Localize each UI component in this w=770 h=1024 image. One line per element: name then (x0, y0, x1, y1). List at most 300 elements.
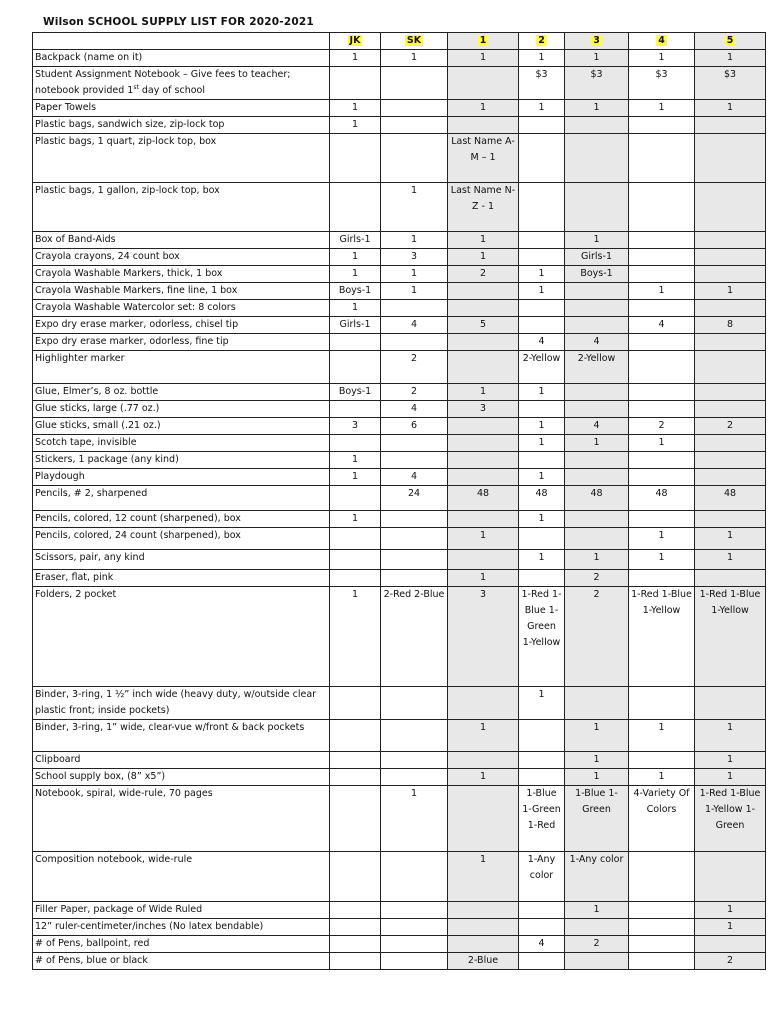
cell-4 (629, 852, 695, 902)
header-grade-4 (629, 33, 695, 50)
cell-4 (629, 936, 695, 953)
cell-3 (565, 469, 629, 486)
cell-4: 1 (629, 100, 695, 117)
cell-1: 1 (448, 249, 519, 266)
cell-5 (695, 452, 766, 469)
cell-1: 3 (448, 401, 519, 418)
item-name: Plastic bags, 1 quart, zip-lock top, box (33, 134, 330, 183)
cell-5: 1 (695, 100, 766, 117)
cell-1 (448, 334, 519, 351)
cell-4: 1 (629, 550, 695, 570)
header-grade-3 (565, 33, 629, 50)
cell-sk (381, 452, 448, 469)
cell-2: 1-Red 1-Blue 1-Green 1-Yellow (519, 587, 565, 687)
cell-3: 1 (565, 902, 629, 919)
cell-2: 1 (519, 469, 565, 486)
cell-5: $3 (695, 67, 766, 100)
cell-3: 2 (565, 587, 629, 687)
table-row (33, 351, 766, 384)
item-name: Paper Towels (33, 100, 330, 117)
cell-jk: 1 (330, 452, 381, 469)
cell-1 (448, 902, 519, 919)
cell-3 (565, 452, 629, 469)
cell-1: 1 (448, 100, 519, 117)
cell-3 (565, 687, 629, 720)
cell-sk (381, 100, 448, 117)
cell-5: 1 (695, 528, 766, 550)
cell-1 (448, 67, 519, 100)
cell-3: Boys-1 (565, 266, 629, 283)
item-name: Backpack (name on it) (33, 50, 330, 67)
cell-5: 1 (695, 720, 766, 752)
cell-2 (519, 720, 565, 752)
cell-jk (330, 936, 381, 953)
cell-1 (448, 687, 519, 720)
cell-3 (565, 919, 629, 936)
cell-3 (565, 134, 629, 183)
cell-sk (381, 334, 448, 351)
cell-5: 1 (695, 550, 766, 570)
cell-jk: 1 (330, 469, 381, 486)
cell-4: 48 (629, 486, 695, 511)
cell-1 (448, 511, 519, 528)
cell-4 (629, 687, 695, 720)
cell-3: 2 (565, 570, 629, 587)
cell-jk: 1 (330, 117, 381, 134)
cell-2 (519, 902, 565, 919)
cell-4: 1 (629, 720, 695, 752)
cell-sk: 1 (381, 50, 448, 67)
grade-label: 4 (658, 35, 665, 46)
cell-5: 1-Red 1-Blue 1-Yellow 1-Green (695, 786, 766, 852)
cell-5 (695, 134, 766, 183)
cell-jk (330, 852, 381, 902)
item-name: Filler Paper, package of Wide Ruled (33, 902, 330, 919)
cell-5: 1-Red 1-Blue 1-Yellow (695, 587, 766, 687)
cell-3 (565, 317, 629, 334)
cell-2: 1 (519, 418, 565, 435)
cell-5 (695, 401, 766, 418)
item-name: Binder, 3-ring, 1 ½” inch wide (heavy duty, w/outside clear plastic front; inside pockets) (33, 687, 330, 720)
cell-jk (330, 902, 381, 919)
cell-5: 1 (695, 752, 766, 769)
cell-2: 4 (519, 936, 565, 953)
cell-sk (381, 528, 448, 550)
cell-5: 1 (695, 50, 766, 67)
cell-2 (519, 769, 565, 786)
cell-3 (565, 117, 629, 134)
cell-3: 1 (565, 435, 629, 452)
item-name: 12” ruler-centimeter/inches (No latex bendable) (33, 919, 330, 936)
cell-jk (330, 570, 381, 587)
cell-1 (448, 117, 519, 134)
cell-sk (381, 953, 448, 970)
cell-1: 1 (448, 570, 519, 587)
cell-4: 2 (629, 418, 695, 435)
cell-4 (629, 183, 695, 232)
cell-3: 2-Yellow (565, 351, 629, 384)
table-body (33, 50, 766, 970)
cell-2: 1 (519, 283, 565, 300)
cell-1 (448, 469, 519, 486)
grade-label: SK (406, 35, 422, 46)
cell-3 (565, 300, 629, 317)
table-row (33, 317, 766, 334)
cell-jk (330, 919, 381, 936)
cell-2 (519, 528, 565, 550)
cell-3 (565, 511, 629, 528)
table-row (33, 587, 766, 687)
cell-5 (695, 334, 766, 351)
cell-2 (519, 953, 565, 970)
cell-jk (330, 401, 381, 418)
cell-5 (695, 384, 766, 401)
cell-jk (330, 528, 381, 550)
cell-sk: 1 (381, 232, 448, 249)
table-row (33, 418, 766, 435)
cell-sk (381, 752, 448, 769)
item-name: Plastic bags, sandwich size, zip-lock top (33, 117, 330, 134)
cell-5: 1 (695, 919, 766, 936)
cell-3 (565, 283, 629, 300)
cell-3: 2 (565, 936, 629, 953)
item-name: Scotch tape, invisible (33, 435, 330, 452)
cell-sk: 2 (381, 384, 448, 401)
item-name: Notebook, spiral, wide-rule, 70 pages (33, 786, 330, 852)
cell-jk: 1 (330, 249, 381, 266)
cell-3: $3 (565, 67, 629, 100)
cell-jk: 1 (330, 587, 381, 687)
table-row (33, 50, 766, 67)
cell-1: 1 (448, 720, 519, 752)
cell-3: 4 (565, 334, 629, 351)
cell-sk: 3 (381, 249, 448, 266)
item-name: Composition notebook, wide-rule (33, 852, 330, 902)
table-row (33, 570, 766, 587)
cell-5 (695, 249, 766, 266)
table-row (33, 100, 766, 117)
cell-1 (448, 786, 519, 852)
item-name: Plastic bags, 1 gallon, zip-lock top, box (33, 183, 330, 232)
cell-3: 48 (565, 486, 629, 511)
grade-label: JK (349, 35, 361, 46)
cell-1: 1 (448, 528, 519, 550)
item-name: Glue sticks, large (.77 oz.) (33, 401, 330, 418)
cell-jk: 1 (330, 300, 381, 317)
table-row (33, 435, 766, 452)
cell-5 (695, 469, 766, 486)
cell-sk: 4 (381, 317, 448, 334)
table-row (33, 936, 766, 953)
cell-jk: Boys-1 (330, 283, 381, 300)
item-name: Clipboard (33, 752, 330, 769)
cell-5: 1 (695, 902, 766, 919)
cell-5 (695, 936, 766, 953)
table-row (33, 550, 766, 570)
cell-2: $3 (519, 67, 565, 100)
cell-3: 1 (565, 50, 629, 67)
cell-1: 1 (448, 384, 519, 401)
cell-4 (629, 511, 695, 528)
cell-1: 48 (448, 486, 519, 511)
cell-sk (381, 570, 448, 587)
item-name: Crayola Washable Markers, fine line, 1 box (33, 283, 330, 300)
cell-1 (448, 550, 519, 570)
cell-1 (448, 435, 519, 452)
cell-jk: 3 (330, 418, 381, 435)
cell-4: 1 (629, 769, 695, 786)
header-grade-2 (519, 33, 565, 50)
cell-2 (519, 570, 565, 587)
cell-jk (330, 687, 381, 720)
cell-5 (695, 852, 766, 902)
cell-2: 1-Any color (519, 852, 565, 902)
table-row (33, 687, 766, 720)
cell-2 (519, 752, 565, 769)
item-name: Box of Band-Aids (33, 232, 330, 249)
table-row (33, 486, 766, 511)
table-row (33, 902, 766, 919)
cell-1 (448, 919, 519, 936)
cell-4: 1 (629, 435, 695, 452)
cell-5 (695, 435, 766, 452)
cell-1 (448, 300, 519, 317)
cell-5: 2 (695, 953, 766, 970)
table-row (33, 384, 766, 401)
item-name: Pencils, # 2, sharpened (33, 486, 330, 511)
cell-sk: 4 (381, 401, 448, 418)
cell-2 (519, 300, 565, 317)
cell-sk (381, 687, 448, 720)
cell-sk: 2-Red 2-Blue (381, 587, 448, 687)
item-name: # of Pens, blue or black (33, 953, 330, 970)
cell-sk (381, 902, 448, 919)
cell-2: 4 (519, 334, 565, 351)
cell-5 (695, 511, 766, 528)
table-row (33, 852, 766, 902)
cell-2: 1 (519, 266, 565, 283)
header-grade-5 (695, 33, 766, 50)
cell-1: 1 (448, 852, 519, 902)
cell-jk: 1 (330, 50, 381, 67)
item-name: Expo dry erase marker, odorless, fine tip (33, 334, 330, 351)
table-row (33, 249, 766, 266)
cell-4 (629, 953, 695, 970)
table-row (33, 528, 766, 550)
table-row (33, 720, 766, 752)
cell-2: 2-Yellow (519, 351, 565, 384)
cell-jk (330, 334, 381, 351)
table-row (33, 953, 766, 970)
header-grade-sk (381, 33, 448, 50)
cell-3: 4 (565, 418, 629, 435)
cell-4: 1 (629, 50, 695, 67)
cell-2: 1 (519, 100, 565, 117)
table-row (33, 183, 766, 232)
cell-1: 2 (448, 266, 519, 283)
cell-2 (519, 919, 565, 936)
cell-4 (629, 249, 695, 266)
cell-2: 1-Blue 1-Green 1-Red (519, 786, 565, 852)
cell-5: 8 (695, 317, 766, 334)
item-name: Crayola crayons, 24 count box (33, 249, 330, 266)
table-row (33, 334, 766, 351)
cell-jk (330, 351, 381, 384)
cell-sk: 6 (381, 418, 448, 435)
cell-jk (330, 752, 381, 769)
cell-sk: 1 (381, 786, 448, 852)
item-name: Stickers, 1 package (any kind) (33, 452, 330, 469)
item-name: Scissors, pair, any kind (33, 550, 330, 570)
cell-2 (519, 232, 565, 249)
cell-sk (381, 852, 448, 902)
cell-4: $3 (629, 67, 695, 100)
cell-3: 1-Blue 1-Green (565, 786, 629, 852)
cell-4 (629, 266, 695, 283)
cell-2: 1 (519, 687, 565, 720)
header-item (33, 33, 330, 50)
cell-5: 48 (695, 486, 766, 511)
cell-jk (330, 769, 381, 786)
table-row (33, 117, 766, 134)
cell-sk (381, 936, 448, 953)
cell-1: 3 (448, 587, 519, 687)
cell-2 (519, 249, 565, 266)
cell-3: 1 (565, 100, 629, 117)
table-row (33, 919, 766, 936)
table-row (33, 67, 766, 100)
table-row (33, 469, 766, 486)
cell-1 (448, 283, 519, 300)
cell-3 (565, 528, 629, 550)
cell-2 (519, 452, 565, 469)
cell-sk: 2 (381, 351, 448, 384)
cell-5 (695, 183, 766, 232)
cell-sk (381, 720, 448, 752)
cell-sk: 24 (381, 486, 448, 511)
cell-1: 1 (448, 232, 519, 249)
item-name: Crayola Washable Markers, thick, 1 box (33, 266, 330, 283)
cell-4 (629, 469, 695, 486)
cell-jk (330, 720, 381, 752)
table-row (33, 283, 766, 300)
cell-2 (519, 117, 565, 134)
cell-4 (629, 134, 695, 183)
cell-1: 1 (448, 50, 519, 67)
header-grade-1 (448, 33, 519, 50)
cell-3 (565, 953, 629, 970)
item-name: Glue, Elmer’s, 8 oz. bottle (33, 384, 330, 401)
cell-jk (330, 183, 381, 232)
cell-4: 1 (629, 283, 695, 300)
cell-1 (448, 418, 519, 435)
item-name: Eraser, flat, pink (33, 570, 330, 587)
cell-4: 1 (629, 528, 695, 550)
cell-sk (381, 769, 448, 786)
item-name: Binder, 3-ring, 1” wide, clear-vue w/front & back pockets (33, 720, 330, 752)
cell-2 (519, 401, 565, 418)
cell-sk (381, 134, 448, 183)
cell-1 (448, 752, 519, 769)
cell-2: 1 (519, 435, 565, 452)
cell-sk (381, 550, 448, 570)
cell-4 (629, 351, 695, 384)
cell-4 (629, 902, 695, 919)
cell-5 (695, 351, 766, 384)
table-row (33, 300, 766, 317)
cell-jk: Girls-1 (330, 232, 381, 249)
cell-1: 2-Blue (448, 953, 519, 970)
cell-4 (629, 452, 695, 469)
cell-4 (629, 570, 695, 587)
cell-2 (519, 134, 565, 183)
grade-label: 3 (593, 35, 600, 46)
cell-3: 1 (565, 720, 629, 752)
cell-jk (330, 550, 381, 570)
cell-3: Girls-1 (565, 249, 629, 266)
table-row (33, 401, 766, 418)
cell-jk: 1 (330, 100, 381, 117)
supply-table (32, 32, 766, 970)
cell-sk (381, 919, 448, 936)
table-row (33, 266, 766, 283)
cell-4: 1-Red 1-Blue 1-Yellow (629, 587, 695, 687)
item-name: Crayola Washable Watercolor set: 8 colors (33, 300, 330, 317)
cell-sk (381, 435, 448, 452)
item-name: Expo dry erase marker, odorless, chisel tip (33, 317, 330, 334)
cell-1 (448, 351, 519, 384)
cell-2: 1 (519, 384, 565, 401)
cell-jk (330, 786, 381, 852)
cell-2 (519, 183, 565, 232)
cell-1: 1 (448, 769, 519, 786)
cell-5 (695, 570, 766, 587)
cell-5 (695, 232, 766, 249)
table-row (33, 786, 766, 852)
table-row (33, 134, 766, 183)
cell-2: 48 (519, 486, 565, 511)
cell-5 (695, 300, 766, 317)
cell-jk: 1 (330, 266, 381, 283)
cell-3 (565, 384, 629, 401)
cell-jk (330, 486, 381, 511)
cell-2: 1 (519, 50, 565, 67)
cell-1: Last Name N-Z - 1 (448, 183, 519, 232)
item-name: Pencils, colored, 12 count (sharpened), box (33, 511, 330, 528)
cell-sk: 1 (381, 183, 448, 232)
cell-jk: Boys-1 (330, 384, 381, 401)
cell-2 (519, 317, 565, 334)
cell-4 (629, 752, 695, 769)
item-name: Highlighter marker (33, 351, 330, 384)
cell-4 (629, 300, 695, 317)
cell-1 (448, 452, 519, 469)
cell-jk (330, 953, 381, 970)
cell-sk (381, 67, 448, 100)
cell-sk: 4 (381, 469, 448, 486)
item-name: Student Assignment Notebook – Give fees to teacher; notebook provided 1st day of school (33, 67, 330, 100)
cell-3 (565, 183, 629, 232)
cell-5 (695, 266, 766, 283)
grade-label: 2 (538, 35, 545, 46)
page-title: Wilson SCHOOL SUPPLY LIST FOR 2020-2021 (43, 16, 314, 28)
table-row (33, 511, 766, 528)
cell-sk: 1 (381, 283, 448, 300)
cell-5 (695, 117, 766, 134)
header-row (33, 33, 766, 50)
cell-4 (629, 232, 695, 249)
cell-2: 1 (519, 550, 565, 570)
